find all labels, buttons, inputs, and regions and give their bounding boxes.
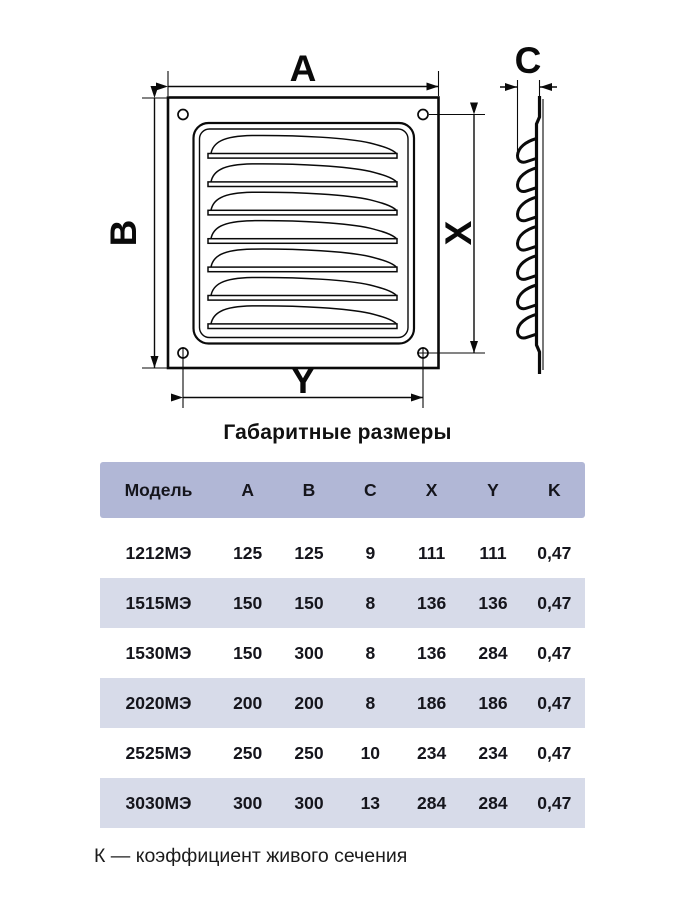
column-header: X [425, 479, 438, 500]
value-cell: 300 [233, 792, 263, 813]
dimensions-table [100, 462, 585, 828]
dim-label-a: A [289, 48, 317, 89]
table-row [100, 628, 585, 678]
louvers [208, 135, 397, 328]
screw-hole [178, 110, 188, 120]
louver-profile-hooks [518, 139, 537, 338]
model-cell: 1212МЭ [125, 542, 192, 563]
value-cell: 150 [233, 642, 263, 663]
dim-label-x: X [438, 220, 479, 246]
table-header-row [100, 462, 585, 518]
column-header: A [241, 479, 254, 500]
model-cell: 3030МЭ [125, 792, 192, 813]
column-header: K [547, 479, 561, 500]
dim-label-c: C [514, 40, 542, 81]
value-cell: 186 [417, 692, 447, 713]
value-cell: 284 [417, 792, 447, 813]
value-cell: 234 [478, 742, 508, 763]
side-view [500, 80, 557, 374]
value-cell: 8 [365, 592, 376, 613]
value-cell: 300 [294, 792, 324, 813]
value-cell: 200 [233, 692, 263, 713]
value-cell: 10 [360, 742, 381, 763]
value-cell: 150 [294, 592, 324, 613]
value-cell: 0,47 [537, 642, 572, 663]
value-cell: 284 [478, 642, 508, 663]
front-view [142, 71, 485, 408]
value-cell: 186 [478, 692, 508, 713]
column-header: Y [487, 479, 499, 500]
value-cell: 250 [233, 742, 263, 763]
value-cell: 125 [233, 542, 263, 563]
value-cell: 111 [479, 542, 507, 563]
column-header: C [364, 479, 377, 500]
dimension-b [142, 98, 167, 368]
table-row [100, 678, 585, 728]
value-cell: 136 [417, 642, 447, 663]
value-cell: 111 [418, 542, 446, 563]
model-cell: 2525МЭ [125, 742, 192, 763]
value-cell: 250 [294, 742, 324, 763]
section-title: Габаритные размеры [223, 421, 452, 444]
value-cell: 0,47 [537, 592, 572, 613]
value-cell: 200 [294, 692, 324, 713]
value-cell: 0,47 [537, 542, 572, 563]
column-header: B [302, 479, 316, 500]
value-cell: 136 [478, 592, 508, 613]
footnote: К — коэффициент живого сечения [94, 845, 408, 867]
column-header: Модель [124, 479, 193, 500]
model-cell: 2020МЭ [125, 692, 192, 713]
dim-label-y: Y [290, 360, 316, 401]
dimension-drawing [0, 0, 675, 415]
model-cell: 1530МЭ [125, 642, 192, 663]
value-cell: 0,47 [537, 692, 572, 713]
value-cell: 136 [417, 592, 447, 613]
value-cell: 8 [365, 642, 376, 663]
table-row [100, 578, 585, 628]
table-row [100, 778, 585, 828]
model-cell: 1515МЭ [125, 592, 192, 613]
value-cell: 300 [294, 642, 324, 663]
value-cell: 150 [233, 592, 263, 613]
screw-hole [418, 110, 428, 120]
dim-label-b: B [103, 219, 144, 247]
value-cell: 9 [365, 542, 376, 563]
table-row [100, 528, 585, 578]
table-row [100, 728, 585, 778]
value-cell: 234 [417, 742, 447, 763]
value-cell: 0,47 [537, 742, 572, 763]
value-cell: 284 [478, 792, 508, 813]
value-cell: 125 [294, 542, 324, 563]
value-cell: 8 [365, 692, 376, 713]
value-cell: 13 [360, 792, 381, 813]
value-cell: 0,47 [537, 792, 572, 813]
